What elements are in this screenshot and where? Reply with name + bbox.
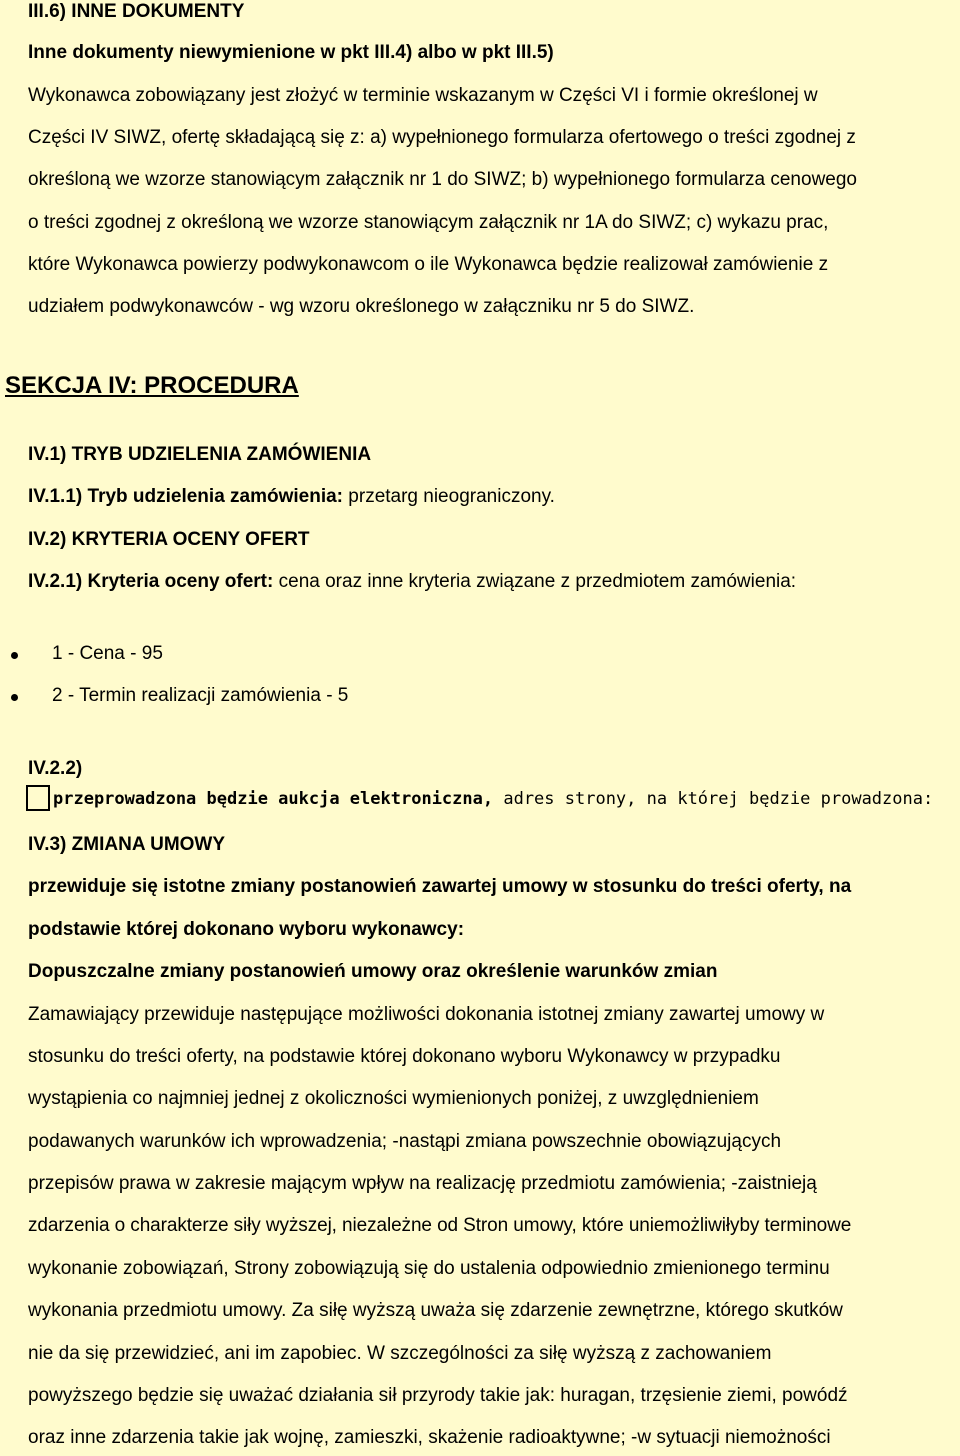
paragraph-line: o treści zgodnej z określoną we wzorze stanowiącym załącznik nr 1A do SIWZ; c) wykazu prac,: [28, 212, 829, 233]
paragraph-line: wykonanie zobowiązań, Strony zobowiązują się do ustalenia odpowiednio zmienionego terminu: [28, 1258, 830, 1279]
heading-iv1: IV.1) TRYB UDZIELENIA ZAMÓWIENIA: [28, 444, 372, 465]
iv21-label: IV.2.1) Kryteria oceny ofert:: [28, 571, 274, 592]
bullet-icon: [11, 652, 18, 659]
iv21-row: [28, 570, 796, 594]
paragraph-line: stosunku do treści oferty, na podstawie której dokonano wyboru Wykonawcy w przypadku: [28, 1046, 781, 1067]
section-heading-iii6: III.6) INNE DOKUMENTY: [28, 1, 245, 22]
paragraph-line: wykonania przedmiotu umowy. Za siłę wyższą uważa się zdarzenie zewnętrzne, którego skutków: [28, 1300, 843, 1321]
list-item: 2 - Termin realizacji zamówienia - 5: [52, 685, 349, 706]
paragraph-line: podawanych warunków ich wprowadzenia; -nastąpi zmiana powszechnie obowiązujących: [28, 1131, 782, 1152]
auction-row: [53, 787, 933, 811]
list-item: 1 - Cena - 95: [52, 643, 163, 664]
heading-iv3: IV.3) ZMIANA UMOWY: [28, 834, 226, 855]
iv11-value: przetarg nieograniczony.: [343, 486, 555, 507]
bold-line: przewiduje się istotne zmiany postanowień zawartej umowy w stosunku do treści oferty, na: [28, 876, 852, 897]
heading-iv2: IV.2) KRYTERIA OCENY OFERT: [28, 529, 310, 550]
paragraph-line: Zamawiający przewiduje następujące możliwości dokonania istotnej zmiany zawartej umowy w: [28, 1004, 825, 1025]
section-title-procedura: SEKCJA IV: PROCEDURA: [5, 372, 299, 399]
paragraph-line: określoną we wzorze stanowiącym załącznik nr 1 do SIWZ; b) wypełnionego formularza cenowego: [28, 169, 857, 190]
bold-line: podstawie której dokonano wyboru wykonawcy:: [28, 919, 465, 940]
iv11-label: IV.1.1) Tryb udzielenia zamówienia:: [28, 486, 344, 507]
paragraph-line: nie da się przewidzieć, ani im zapobiec. W szczególności za siłę wyższą z zachowaniem: [28, 1343, 772, 1364]
iv21-value: cena oraz inne kryteria związane z przedmiotem zamówienia:: [273, 571, 797, 592]
paragraph-line: Wykonawca zobowiązany jest złożyć w terminie wskazanym w Części VI i formie określonej w: [28, 85, 818, 106]
subheading-other-documents: Inne dokumenty niewymienione w pkt III.4) albo w pkt III.5): [28, 42, 554, 63]
paragraph-line: zdarzenia o charakterze siły wyższej, niezależne od Stron umowy, które uniemożliwiłyby terminowe: [28, 1215, 852, 1236]
bullet-icon: [11, 694, 18, 701]
auction-checkbox[interactable]: [26, 785, 50, 811]
iv11-row: [28, 485, 555, 509]
paragraph-line: Części IV SIWZ, ofertę składającą się z: a) wypełnionego formularza ofertowego o treści zgodnej z: [28, 127, 856, 148]
auction-value: adres strony, na której będzie prowadzona:: [493, 789, 934, 809]
paragraph-line: oraz inne zdarzenia takie jak wojnę, zamieszki, skażenie radioaktywne; -w sytuacji niemożności: [28, 1427, 831, 1448]
paragraph-line: przepisów prawa w zakresie mającym wpływ na realizację przedmiotu zamówienia; -zaistnieją: [28, 1173, 817, 1194]
iv22-label: IV.2.2): [28, 758, 83, 779]
paragraph-line: wystąpienia co najmniej jednej z okoliczności wymienionych poniżej, z uwzględnieniem: [28, 1088, 759, 1109]
paragraph-line: powyższego będzie się uważać działania sił przyrody takie jak: huragan, trzęsienie ziemi, powódź: [28, 1385, 848, 1406]
auction-label: przeprowadzona będzie aukcja elektroniczna,: [53, 789, 494, 809]
paragraph-line: które Wykonawca powierzy podwykonawcom o ile Wykonawca będzie realizował zamówienie z: [28, 254, 829, 275]
bold-line: Dopuszczalne zmiany postanowień umowy oraz określenie warunków zmian: [28, 961, 718, 982]
paragraph-line: udziałem podwykonawców - wg wzoru określonego w załączniku nr 5 do SIWZ.: [28, 296, 695, 317]
